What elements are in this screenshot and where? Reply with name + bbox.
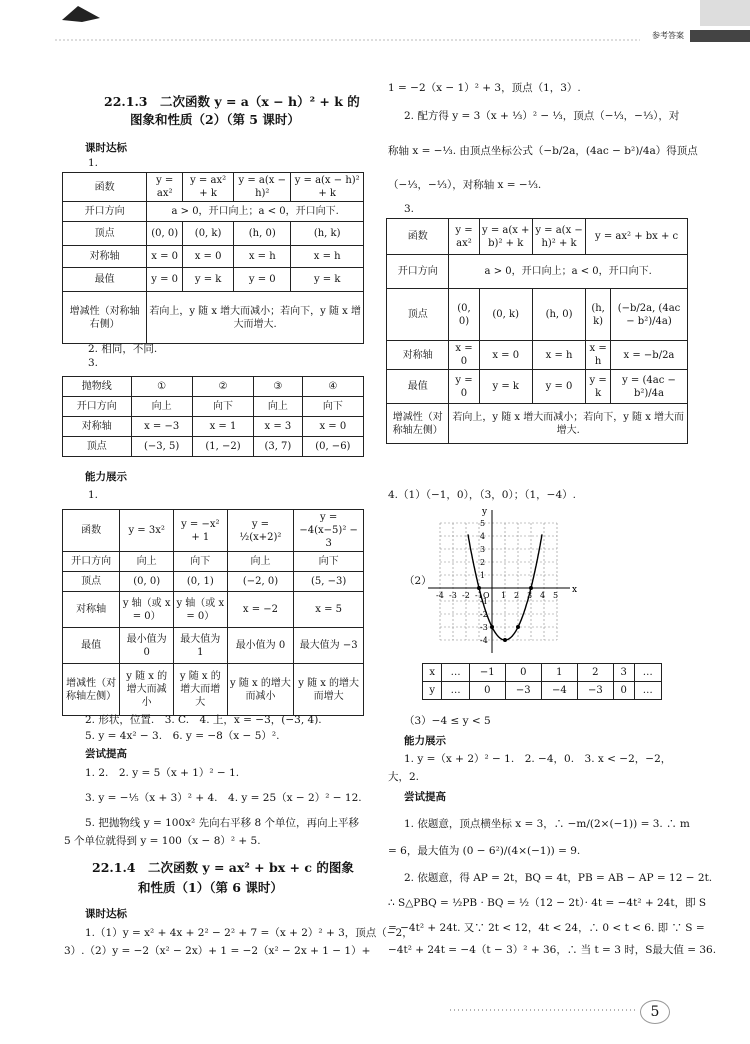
table-cell: (3, 7) [254, 437, 303, 457]
table-cell: 顶点 [63, 437, 132, 457]
table-cell: (0, k) [479, 289, 532, 341]
table-cell: 函数 [63, 510, 120, 552]
section-1-title-a: 22.1.3 二次函数 y = a（x − h）² + k 的 [104, 94, 360, 109]
origin-label: O [483, 591, 490, 600]
table-xy-values [422, 663, 662, 700]
table-cell: y [423, 682, 442, 700]
table-cell: ③ [254, 377, 303, 397]
table-cell: x = 5 [294, 592, 364, 628]
table-cell: … [634, 682, 661, 700]
table-cell: 增减性（对称轴左侧） [63, 664, 120, 716]
table-cell: (0, k) [183, 222, 234, 246]
table-row [63, 437, 364, 457]
table-row [63, 592, 364, 628]
table-cell: … [634, 664, 661, 682]
table-general-form [386, 218, 688, 444]
table-cell: y = k [479, 370, 532, 404]
table-cell: 向下 [302, 397, 363, 417]
table-cell: 若向上，y 随 x 增大而减小；若向下，y 随 x 增大而增大. [147, 292, 364, 344]
line-l8: 3）.（2）y = −2（x² − 2x）+ 1 = −2（x² − 2x + 1 − 1）+ [64, 945, 371, 957]
table-row [63, 572, 364, 592]
table-cell: y = ½(x+2)² [227, 510, 294, 552]
table-cell: x = 0 [449, 341, 479, 370]
table-cell: y = a(x − h)² + k [291, 173, 364, 202]
table-cell: y = ax² + k [183, 173, 234, 202]
line-l6: 5 个单位就得到 y = 100（x − 8）² + 5. [64, 835, 261, 847]
line-r9: 大，2. [388, 771, 420, 783]
line-r6: （2） [404, 575, 432, 587]
header-corner [700, 0, 750, 26]
table-cell: y 随 x 的增大而增大 [294, 664, 364, 716]
header-decoration [0, 0, 750, 52]
table-cell: 向上 [131, 397, 192, 417]
table-cell: a > 0，开口向上；a < 0，开口向下. [147, 202, 364, 222]
table-cell: y = a(x + b)² + k [479, 219, 532, 255]
table-cell: y = k [586, 370, 611, 404]
table-cell: ④ [302, 377, 363, 397]
table-cell: 开口方向 [387, 255, 449, 289]
table-cell: 顶点 [63, 572, 120, 592]
table-row [63, 268, 364, 292]
curve-point [477, 586, 481, 590]
y-tick-label: -4 [480, 636, 488, 645]
line-r15: −4t² + 24t = −4（t − 3）² + 36，∴ 当 t = 3 时，S最大值 = 36. [388, 944, 717, 956]
table-cell: y = ax² [147, 173, 183, 202]
table-cell: y = k [183, 268, 234, 292]
section-1-title-b: 图象和性质（2）（第 5 课时） [130, 112, 300, 127]
table-cell: x = h [234, 246, 291, 268]
table-row [63, 173, 364, 202]
line-r1: 1 = −2（x − 1）² + 3，顶点（1，3）. [388, 82, 581, 94]
table-row [423, 682, 662, 700]
table-cell: y = 0 [449, 370, 479, 404]
parabola-graph [428, 500, 588, 660]
table-cell: y = 3x² [120, 510, 174, 552]
table-cell: (5, −3) [294, 572, 364, 592]
table-cell: y = 0 [532, 370, 585, 404]
x-tick-label: 1 [501, 591, 507, 600]
y-tick-label: -1 [480, 597, 488, 606]
table-cell: (0, 1) [173, 572, 227, 592]
y-tick-label: 1 [480, 571, 486, 580]
table-cell: y 随 x 的增大而增大 [173, 664, 227, 716]
table-cell: (0, −6) [302, 437, 363, 457]
table-cell: (h, 0) [234, 222, 291, 246]
label-nengli: 能力展示 [85, 471, 127, 483]
table-cell: 最小值为 0 [227, 628, 294, 664]
line-r7: （3）−4 ≤ y < 5 [404, 715, 491, 727]
table-cell: x = 1 [192, 417, 253, 437]
table-cell: (−2, 0) [227, 572, 294, 592]
table-cell: 最小值为 0 [120, 628, 174, 664]
table-parabolas [62, 376, 364, 457]
table-row [423, 664, 662, 682]
line-l2: 5. y = 4x² − 3. 6. y = −8（x − 5）². [85, 730, 280, 742]
line-r14: = −4t² + 24t. 又∵ 2t < 12，4t < 24，∴ 0 < t < 6. 即 ∵ S = [388, 922, 705, 934]
table-cell: … [442, 682, 469, 700]
table-cell: x = −b/2a [610, 341, 687, 370]
table-cell: 对称轴 [63, 246, 147, 268]
table-row [63, 664, 364, 716]
table-cell: y = k [291, 268, 364, 292]
table-cell: y = 0 [234, 268, 291, 292]
table-cell: 增减性（对称轴右侧） [63, 292, 147, 344]
q1b-number: 1. [88, 489, 99, 501]
line-l1: 2. 形状，位置. 3. C. 4. 上，x = −3，(−3, 4). [85, 714, 322, 726]
table-cell: ② [192, 377, 253, 397]
table-cell: 顶点 [387, 289, 449, 341]
table-cell: −3 [505, 682, 541, 700]
table-cell: 开口方向 [63, 202, 147, 222]
header-tag: 参考答案 [652, 31, 684, 40]
table-row [387, 404, 688, 444]
x-axis-label: x [572, 585, 578, 595]
line-r8: 1. y =（x + 2）² − 1. 2. −4，0. 3. x < −2，−2， [404, 753, 672, 765]
y-tick-label: 5 [480, 519, 486, 528]
y-tick-label: 2 [480, 558, 486, 567]
table-cell: 向下 [192, 397, 253, 417]
table-cell: 函数 [387, 219, 449, 255]
line-r2: 2. 配方得 y = 3（x + ⅓）² − ⅓，顶点（−⅓，−⅓），对 [404, 110, 680, 122]
table-row [63, 222, 364, 246]
line-q3: 3. [88, 357, 99, 369]
table-cell: y = −x² + 1 [173, 510, 227, 552]
table-cell: y = a(x − h)² + k [532, 219, 585, 255]
table-cell: 最值 [63, 628, 120, 664]
x-tick-label: -4 [436, 591, 444, 600]
x-tick-label: 2 [514, 591, 520, 600]
curve-point [529, 586, 533, 590]
label-changshi: 尝试提高 [85, 748, 127, 760]
x-tick-label: 3 [527, 591, 533, 600]
label-keshi-2: 课时达标 [85, 908, 127, 920]
table-cell: (1, −2) [192, 437, 253, 457]
table-cell: y = −4(x−5)² − 3 [294, 510, 364, 552]
curve-point [503, 638, 507, 642]
table-cell: (−b/2a, (4ac − b²)/4a) [610, 289, 687, 341]
table-cell: 对称轴 [63, 592, 120, 628]
table-row [63, 552, 364, 572]
bird-logo-icon [62, 6, 100, 22]
table-row [387, 289, 688, 341]
table-cell: 对称轴 [63, 417, 132, 437]
line-r10: 1. 依题意，顶点横坐标 x = 3，∴ −m/(2×(−1)) = 3. ∴ m [404, 818, 690, 830]
table-cell: ① [131, 377, 192, 397]
table-cell: (h, k) [586, 289, 611, 341]
table-row [63, 628, 364, 664]
table-cell: (0, 0) [449, 289, 479, 341]
table-cell: y = 0 [147, 268, 183, 292]
table-row [387, 341, 688, 370]
x-tick-label: 4 [540, 591, 546, 600]
table-cell: y 随 x 的增大而减小 [120, 664, 174, 716]
table-row [63, 510, 364, 552]
table-cell: −1 [469, 664, 505, 682]
label-changshi-right: 尝试提高 [404, 791, 446, 803]
table-cell: 向上 [254, 397, 303, 417]
header-bar [0, 0, 750, 52]
x-tick-label: 5 [553, 591, 559, 600]
table-cell: y = ax² [449, 219, 479, 255]
table-cell: x = 0 [479, 341, 532, 370]
table-cell: 开口方向 [63, 552, 120, 572]
y-tick-label: 3 [480, 545, 486, 554]
table-row [63, 246, 364, 268]
table-cell: x = 0 [183, 246, 234, 268]
table-cell: 向上 [227, 552, 294, 572]
table-cell: 0 [505, 664, 541, 682]
table-cell: 函数 [63, 173, 147, 202]
table-cell: 最值 [387, 370, 449, 404]
table-cell: 对称轴 [387, 341, 449, 370]
table-row [63, 292, 364, 344]
table-cell: x [423, 664, 442, 682]
table-cell: 2 [577, 664, 613, 682]
table-cell: y 随 x 的增大而减小 [227, 664, 294, 716]
table-row [63, 397, 364, 417]
label-keshi: 课时达标 [85, 142, 127, 154]
table-cell: 向下 [294, 552, 364, 572]
table-cell: 向下 [173, 552, 227, 572]
table-vertex-forms [62, 172, 364, 344]
table-cell: −4 [541, 682, 577, 700]
table-cell: y = a(x − h)² [234, 173, 291, 202]
footer-dots [450, 1005, 640, 1015]
table-cell: (0, 0) [120, 572, 174, 592]
table-cell: x = 0 [147, 246, 183, 268]
table-cell: 1 [541, 664, 577, 682]
table-cell: 抛物线 [63, 377, 132, 397]
table-cell: (h, k) [291, 222, 364, 246]
table-cell: 0 [613, 682, 634, 700]
table-cell: x = h [586, 341, 611, 370]
table-row [63, 377, 364, 397]
table-cell: 若向上，y 随 x 增大而减小；若向下，y 随 x 增大而增大. [449, 404, 688, 444]
line-l3: 1. 2. 2. y = 5（x + 1）² − 1. [85, 767, 240, 779]
table-cell: x = h [532, 341, 585, 370]
curve-point [516, 625, 520, 629]
table-row [63, 202, 364, 222]
table-cell: (−3, 5) [131, 437, 192, 457]
table-cell: 0 [469, 682, 505, 700]
table-cell: y 轴（或 x = 0） [173, 592, 227, 628]
page-number: 5 [640, 1000, 670, 1024]
table-cell: 顶点 [63, 222, 147, 246]
table-cell: y = ax² + bx + c [586, 219, 688, 255]
table-cell: a > 0，开口向上；a < 0，开口向下. [449, 255, 688, 289]
table-cell: 3 [613, 664, 634, 682]
table-cell: 最大值为 −3 [294, 628, 364, 664]
section-2-title-a: 22.1.4 二次函数 y = ax² + bx + c 的图象 [92, 860, 354, 875]
x-tick-label: -3 [449, 591, 457, 600]
table-row [63, 417, 364, 437]
label-nengli-right: 能力展示 [404, 735, 446, 747]
table-cell: 最大值为 1 [173, 628, 227, 664]
q1-number: 1. [88, 157, 99, 169]
curve-point [490, 625, 494, 629]
table-cell: y 轴（或 x = 0） [120, 592, 174, 628]
table-cell: (h, 0) [532, 289, 585, 341]
line-r5: 4.（1）（−1，0），（3，0）；（1，−4）. [388, 489, 576, 501]
x-tick-label: -2 [462, 591, 470, 600]
line-r12: 2. 依题意，得 AP = 2t，BQ = 4t，PB = AB − AP = 12 − 2t. [404, 872, 713, 884]
line-r11: = 6，最大值为 (0 − 6²)/(4×(−1)) = 9. [388, 845, 581, 857]
table-row [387, 255, 688, 289]
y-axis-label: y [482, 507, 488, 517]
header-stripe [690, 30, 750, 42]
table-cell: 开口方向 [63, 397, 132, 417]
table-cell: … [442, 664, 469, 682]
table-cell: x = 0 [302, 417, 363, 437]
table-cell: x = −3 [131, 417, 192, 437]
line-r13: ∴ S△PBQ = ½PB · BQ = ½（12 − 2t）· 4t = −4t² + 24t，即 S [388, 897, 707, 909]
table-cell: 增减性（对称轴左侧） [387, 404, 449, 444]
line-l5: 5. 把抛物线 y = 100x² 先向右平移 8 个单位，再向上平移 [85, 817, 359, 829]
table-cell: −3 [577, 682, 613, 700]
table-cell: x = −2 [227, 592, 294, 628]
table-cell: (0, 0) [147, 222, 183, 246]
table-cell: x = 3 [254, 417, 303, 437]
line-r4: （−⅓，−⅓），对称轴 x = −⅓. [388, 179, 542, 191]
y-tick-label: -3 [480, 623, 488, 632]
table-functions [62, 509, 364, 716]
line-r3: 称轴 x = −⅓. 由顶点坐标公式（−b/2a，(4ac − b²)/4a）得顶点 [388, 145, 698, 157]
table-cell: x = h [291, 246, 364, 268]
q3-number-right: 3. [404, 203, 415, 215]
table-cell: y = (4ac − b²)/4a [610, 370, 687, 404]
table-row [387, 370, 688, 404]
line-l4: 3. y = −⅕（x + 3）² + 4. 4. y = 25（x − 2）² − 12. [85, 792, 362, 804]
table-cell: 最值 [63, 268, 147, 292]
table-cell: 向上 [120, 552, 174, 572]
y-tick-label: -2 [480, 610, 488, 619]
x-tick-label: -1 [475, 591, 483, 600]
table-row [387, 219, 688, 255]
section-2-title-b: 和性质（1）（第 6 课时） [138, 880, 283, 895]
y-tick-label: 4 [480, 532, 486, 541]
line-q2: 2. 相同，不同. [88, 343, 158, 355]
line-l7: 1.（1）y = x² + 4x + 2² − 2² + 7 =（x + 2）² + 3，顶点（−2， [85, 927, 413, 939]
